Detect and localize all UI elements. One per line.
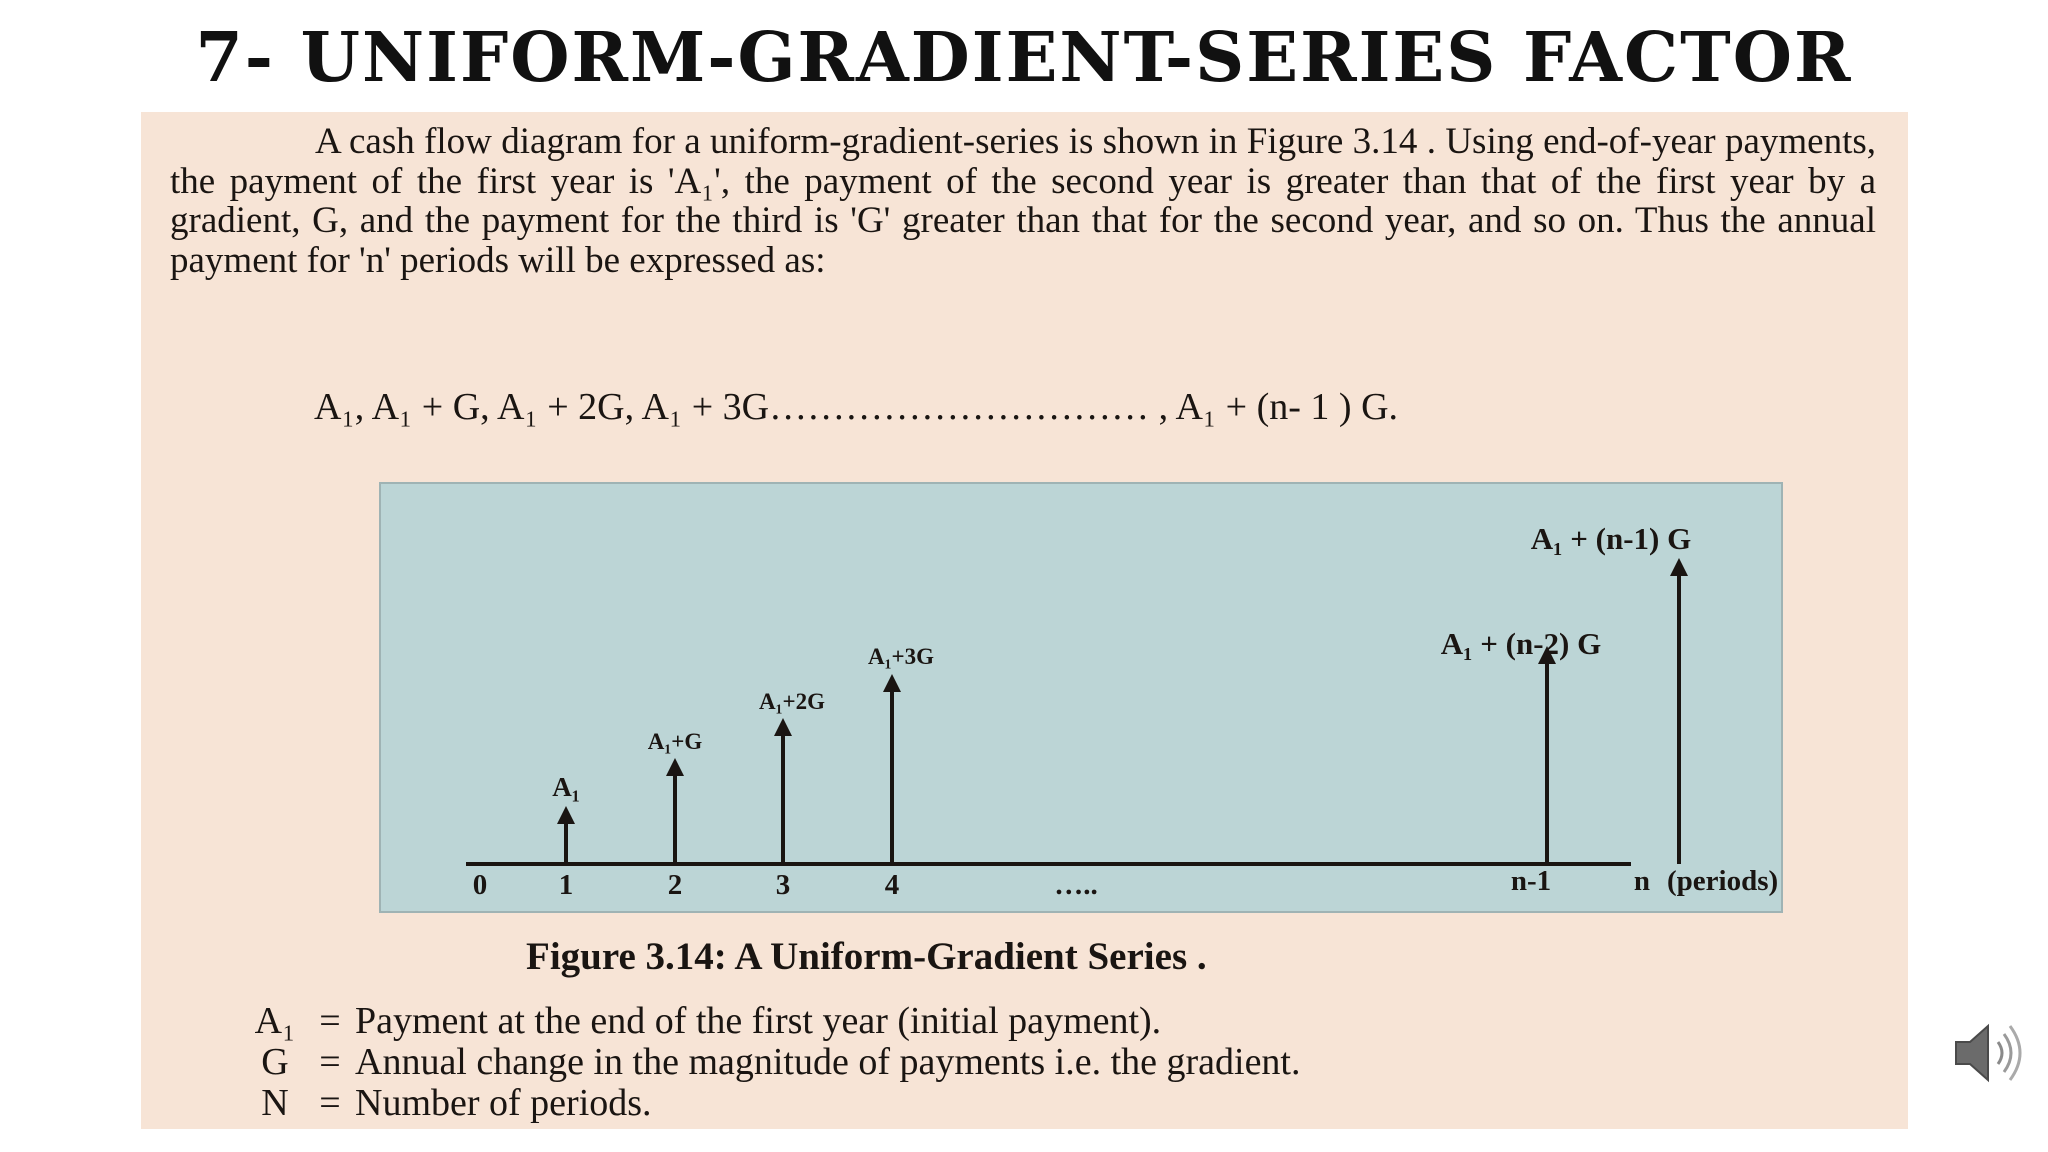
axis-label-3: 3 <box>775 869 791 901</box>
payment-arrow-4 <box>883 674 901 864</box>
definition-equals: = <box>319 1041 341 1083</box>
cash-flow-diagram <box>379 482 1783 913</box>
payment-arrow-3 <box>774 718 792 864</box>
payment-arrow-1 <box>557 806 575 864</box>
payment-arrow-n-1 <box>1538 646 1556 864</box>
figure-caption: Figure 3.14: A Uniform-Gradient Series . <box>526 935 1207 978</box>
intro-paragraph: A cash flow diagram for a uniform-gradient-series is shown in Figure 3.14 . Using end-of-year payments, the payment of the first year is 'A₁', the payment of the second year is greater than that of the first year by a gradient, G, and the payment for the third is 'G' greater than that for the second year, and so on. Thus the annual payment for 'n' periods will be expressed as: <box>170 121 1876 281</box>
definition-symbol: A₁ <box>254 1000 296 1042</box>
definition-equals: = <box>319 1000 341 1042</box>
cash-flow-svg <box>381 484 1781 911</box>
definition-text: Payment at the end of the first year (initial payment). <box>355 1000 1162 1042</box>
speaker-icon[interactable] <box>1948 1018 2028 1088</box>
definition-row <box>245 1040 1301 1084</box>
axis-label-n: n <box>1633 865 1651 897</box>
definition-row <box>245 999 1161 1043</box>
axis-label-4: 4 <box>884 869 900 901</box>
arrow-label-a1-plus-2g: A₁+2G <box>758 689 826 714</box>
axis-label-0: 0 <box>472 869 488 901</box>
definition-text: Annual change in the magnitude of payments i.e. the gradient. <box>355 1041 1301 1083</box>
axis-label-1: 1 <box>558 869 574 901</box>
arrow-label-a1-plus-g: A₁+G <box>647 729 703 754</box>
payment-arrow-2 <box>666 758 684 864</box>
definition-symbol: G <box>261 1041 289 1083</box>
arrow-label-a1: A₁ <box>552 772 580 802</box>
scanned-textbook-page <box>141 112 1908 1129</box>
definition-symbol: N <box>261 1082 289 1124</box>
slide-title: 7- UNIFORM-GRADIENT-SERIES FACTOR <box>195 18 1853 98</box>
arrow-label-a1-plus-3g: A₁+3G <box>867 644 935 669</box>
definition-text: Number of periods. <box>355 1082 652 1124</box>
axis-ellipsis: ….. <box>1054 869 1098 901</box>
arrow-label-a1-plus-n-1-g: A₁ + (n-1) G <box>1530 521 1692 556</box>
definition-equals: = <box>319 1082 341 1124</box>
axis-periods-label: (periods) <box>1667 865 1779 897</box>
axis-label-n-1: n-1 <box>1510 865 1552 897</box>
payment-sequence: A₁, A₁ + G, A₁ + 2G, A₁ + 3G………………………… , A₁ + (n- 1 ) G. <box>314 386 1399 428</box>
payment-arrow-n <box>1670 558 1688 864</box>
axis-label-2: 2 <box>667 869 683 901</box>
arrow-label-a1-plus-n-2-g: A₁ + (n-2) G <box>1440 626 1602 661</box>
definition-row <box>245 1081 652 1125</box>
